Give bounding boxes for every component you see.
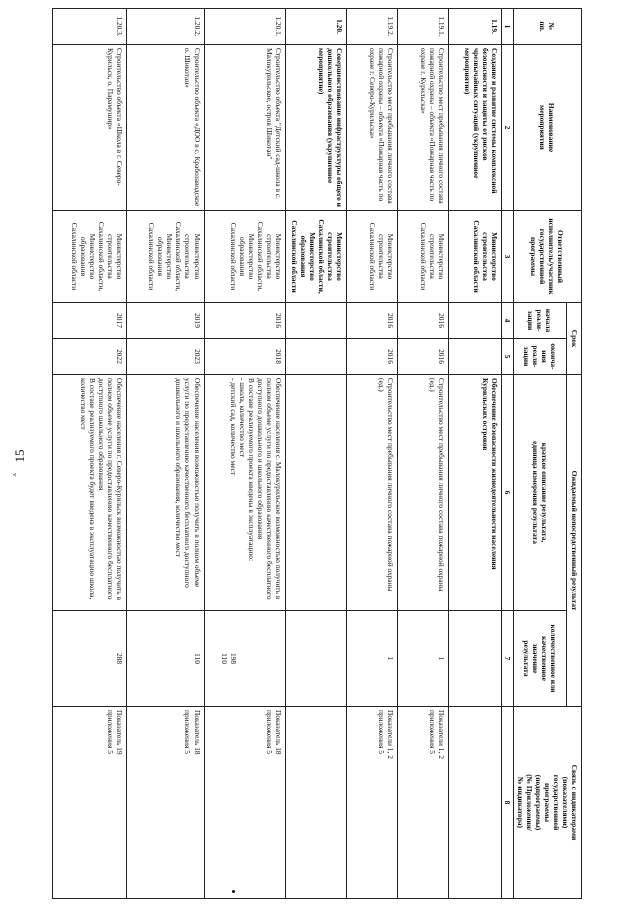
column-number-row (501, 9, 513, 899)
header-executor: Ответственный исполнитель/участник государственной программы (513, 211, 581, 303)
cell-num: 1.20.1. (204, 9, 285, 45)
cell-start: 2016 (397, 303, 448, 339)
cell-desc: Обеспечение безопасности жизнедеятельности населения Курильских островов (448, 375, 501, 611)
header-num: № пп. (513, 9, 581, 45)
header-expected: Ожидаемый непосредственный результат (567, 375, 582, 707)
header-qty: количественное или качественное значение результата (513, 611, 566, 707)
cell-desc: Обеспечение населения возможностью получить в полном объеме услуги по предоставлению качественного бесплатного доступного дошкольного и школьного образования, количество мест (127, 375, 204, 611)
cell-executor: Министерство строительства Сахалинской области, Министерство образования Сахалинской области (127, 211, 204, 303)
cell-executor: Министерство строительства Сахалинской области (397, 211, 448, 303)
cell-executor: Министерство строительства Сахалинской области (347, 211, 398, 303)
cell-end (285, 339, 346, 375)
cell-name: Строительство объекта «ДОО в с. Крабозаводское о. Шикотан» (127, 45, 204, 211)
cell-name: Строительство объекта «Школа в г. Северо-Курильск, о. Парамушир» (52, 45, 126, 211)
table-row (52, 9, 126, 899)
header-term: Срок (567, 303, 582, 375)
column-number: 3 (501, 211, 513, 303)
cell-qty: 288 (52, 611, 126, 707)
page-number: 15 (12, 449, 27, 463)
cell-executor: Министерство строительства Сахалинской области (448, 211, 501, 303)
cell-start (448, 303, 501, 339)
cell-num: 1.20. (285, 9, 346, 45)
cell-num: 1.19.2. (347, 9, 398, 45)
cell-start: 2019 (127, 303, 204, 339)
cell-end: 2018 (204, 339, 285, 375)
cell-num: 1.19.1. (397, 9, 448, 45)
column-number: 8 (501, 707, 513, 899)
events-table (52, 8, 582, 899)
cell-name: Создание и развитие системы комплексной безопасности и защиты от рисков чрезвычайных ситуаций (укрупненное мероприятие) (448, 45, 501, 211)
cell-qty: 110 (127, 611, 204, 707)
cell-end: 2023 (127, 339, 204, 375)
cell-executor: Министерство строительства Сахалинской области, Министерство образования Сахалинской области (204, 211, 285, 303)
column-number: 1 (501, 9, 513, 45)
table-body (52, 9, 501, 899)
cell-link (448, 707, 501, 899)
header-name: Наименование мероприятия (513, 45, 581, 211)
cell-link: Показатель 18 приложения 5 (127, 707, 204, 899)
cell-end: 2016 (397, 339, 448, 375)
rotated-page (56, 8, 582, 898)
cell-link (285, 707, 346, 899)
table-row (397, 9, 448, 899)
table-row (347, 9, 398, 899)
cell-start (285, 303, 346, 339)
column-number: 2 (501, 45, 513, 211)
cell-executor: Министерство строительства Сахалинской области, Министерство образования Сахалинской области (285, 211, 346, 303)
header-desc: краткое описание результата, единица измерения результата (513, 375, 566, 611)
cell-num: 1.20.3. (52, 9, 126, 45)
cell-executor: Министерство строительства Сахалинской области, Министерство образования Сахалинской области (52, 211, 126, 303)
cell-qty (448, 611, 501, 707)
cell-desc: Обеспечение населения г. Северо-Курильск возможностью получить в полном объеме услуги по предоставлению качественного бесплатного доступного школьного образования В составе реализуемого проекта будет введена в эксплуатацию школа, количество мест (52, 375, 126, 611)
cell-qty: 198 110 (204, 611, 285, 707)
table-row (285, 9, 346, 899)
column-number: 6 (501, 375, 513, 611)
cell-desc (285, 375, 346, 611)
cell-name: Строительство мест пребывания личного состава пожарной охраны – объекта «Пожарная часть по охране г. Курильска» (397, 45, 448, 211)
cell-start: 2017 (52, 303, 126, 339)
cell-link: Показатель 19 приложения 5 (52, 707, 126, 899)
cell-desc: Строительство мест пребывания личного состава пожарной охраны (ед.) (397, 375, 448, 611)
cell-desc: Строительство мест пребывания личного состава пожарной охраны (ед.) (347, 375, 398, 611)
cell-start: 2016 (204, 303, 285, 339)
cell-link: Показатель 18 приложения 5 (204, 707, 285, 899)
cell-start: 2016 (347, 303, 398, 339)
cell-name: Строительство объекта "Детский сад-школа в с. Малокурильское, остров Шикотан" (204, 45, 285, 211)
table-row (448, 9, 501, 899)
cell-link: Показатели 1, 2 приложения 5 (397, 707, 448, 899)
cell-end: 2016 (347, 339, 398, 375)
cell-qty (285, 611, 346, 707)
cell-num: 1.19. (448, 9, 501, 45)
cell-qty: 1 (397, 611, 448, 707)
column-number: 7 (501, 611, 513, 707)
cell-end: 2022 (52, 339, 126, 375)
column-number: 5 (501, 339, 513, 375)
cell-name: Строительство мест пребывания личного состава пожарной охраны – объекта «Пожарная часть по охране г. Северо-Курильска» (347, 45, 398, 211)
cell-name: Совершенствование инфраструктуры общего и дошкольного образования (укрупненное мероприятие) (285, 45, 346, 211)
table-row (127, 9, 204, 899)
header-row-1 (567, 9, 582, 899)
header-end: оконча- ния реали- зации (513, 339, 566, 375)
cell-link: Показатели 1, 2 приложения 5 (347, 707, 398, 899)
header-link: Связь с индикаторами (показателями) государственной программы (подпрограммы) (№ Приложения/ № индикатора) (513, 707, 581, 899)
cell-num: 1.20.2. (127, 9, 204, 45)
margin-mark: ѵ (10, 473, 17, 477)
column-number: 4 (501, 303, 513, 339)
cell-qty: 1 (347, 611, 398, 707)
table-row (204, 9, 285, 899)
header-start: начала реали- зации (513, 303, 566, 339)
cell-end (448, 339, 501, 375)
cell-desc: Обеспечение населения с. Малокурильское возможностью получить в полном объеме услуги по предоставлению качественного бесплатного доступного дошкольного и школьного образования В составе реализуемого проекта введены в эксплуатацию: - школа, количество мест - детский сад, количество мест (204, 375, 285, 611)
